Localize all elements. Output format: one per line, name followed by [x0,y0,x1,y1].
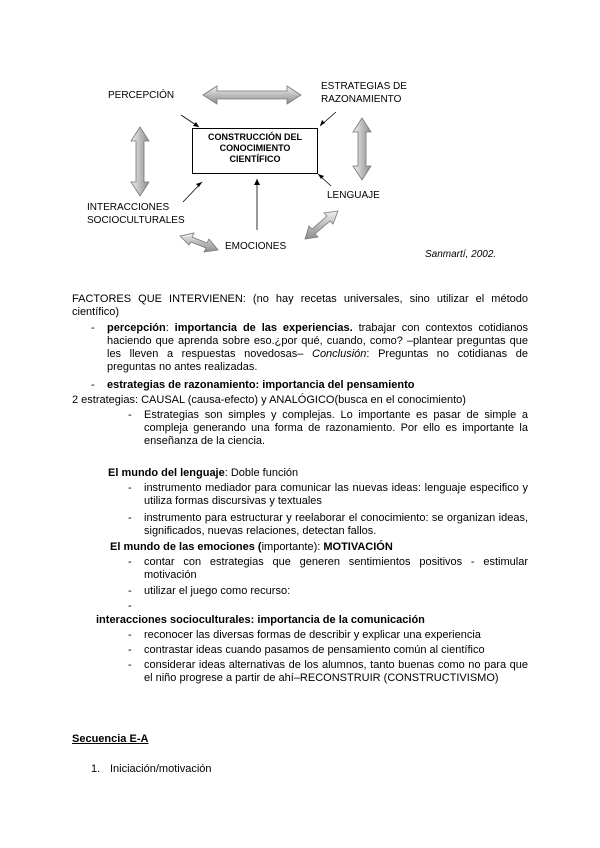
secuencia-item-number: 1. [91,763,101,775]
sub-dash: - [128,482,132,494]
node-lenguaje: LENGUAJE [327,190,380,201]
sub-dash: - [128,659,132,671]
node-interacciones-line1: INTERACCIONES [87,202,170,213]
sub-dash: - [128,512,132,524]
dos-estrategias: 2 estrategias: CAUSAL (causa-efecto) y ANALÓGICO(busca en el conocimiento) [72,394,466,406]
node-estrategias-line1: ESTRATEGIAS DE [321,81,407,92]
bullet-percepcion [107,322,528,374]
bullet-percepcion-text-a: trabajar con contextos cotidianos haciendo que aprenda sobre eso.¿por qué, cuando, como? –plantear preguntas que les lleven a respuestas novedosas– [107,322,528,360]
node-emociones: EMOCIONES [225,241,287,252]
double-arrow-percepcion-estrategias [203,86,301,104]
emociones-item: contar con estrategias que generen sentimientos positivos - estimular motivación [144,556,528,581]
bullet-estrategias: estrategias de razonamiento: importancia del pensamiento [107,379,415,391]
node-percepcion: PERCEPCIÓN [108,90,175,101]
lenguaje-heading-bold: El mundo del lenguaje [108,467,225,479]
node-center-line2: CONOCIMIENTO [219,143,291,153]
node-center-line1: CONSTRUCCIÓN DEL [208,132,302,142]
bullet-dash: - [91,379,95,391]
emociones-item: utilizar el juego como recurso: [144,585,291,597]
emociones-heading [110,541,393,554]
emociones-heading-mid: importante): [261,541,324,553]
lenguaje-item: instrumento mediador para comunicar las nuevas ideas: lenguaje especifico y utiliza formas discursivas y textuales [144,482,528,507]
node-estrategias-line2: RAZONAMIENTO [321,94,402,105]
double-arrow-percepcion-interacciones [131,127,149,196]
sub-dash: - [128,585,132,597]
interacciones-item: reconocer las diversas formas de describir y explicar una experiencia [144,629,481,641]
factores-intro: FACTORES QUE INTERVIENEN: (no hay recetas universales, sino utilizar el método científico) [72,293,528,318]
node-interacciones-line2: SOCIOCULTURALES [87,215,185,226]
sub-dash: - [128,600,132,612]
lenguaje-heading-rest: : Doble función [224,467,299,479]
node-center-box [192,128,318,174]
sub-dash: - [128,629,132,641]
double-arrow-interacciones-emociones [180,233,218,252]
sub-dash: - [128,409,132,421]
interacciones-item: considerar ideas alternativas de los alumnos, tanto buenas como no para que el niño progrese a partir de ahí–RECONSTRUIR (CONSTRUCTIVISMO) [144,659,528,684]
lenguaje-item: instrumento para estructurar y reelaborar el conocimiento: se organizan ideas, significados, nuevas relaciones, detectan fallos. [144,512,528,537]
double-arrow-emociones-lenguaje [305,211,338,239]
diagram-citation: Sanmartí, 2002. [425,249,497,260]
emociones-heading-motivacion: MOTIVACIÓN [323,541,393,553]
sub-dash: - [128,644,132,656]
bullet-percepcion-bold: importancia de las experiencias. [174,322,353,334]
bullet-dash: - [91,322,95,334]
secuencia-heading: Secuencia E-A [72,733,149,745]
interacciones-heading: interacciones socioculturales: importancia de la comunicación [96,614,425,626]
bullet-percepcion-italic: Conclusión [312,348,367,360]
interacciones-item: contrastar ideas cuando pasamos de pensamiento común al científico [144,644,485,656]
node-center-line3: CIENTÍFICO [229,154,281,164]
lenguaje-heading [108,467,298,480]
bullet-percepcion-label: percepción [107,322,166,334]
double-arrow-estrategias-lenguaje [353,118,371,180]
secuencia-item: Iniciación/motivación [110,763,212,775]
estrategias-detail: Estrategias son simples y complejas. Lo importante es pasar de simple a compleja generando una forma de razonamiento. Por ello es importante la enseñanza de la ciencia. [144,409,528,447]
sub-dash: - [128,556,132,568]
emociones-heading-bold: El mundo de las emociones ( [110,541,262,553]
bullet-percepcion-sep: : [165,322,175,334]
bullet-percepcion-text-b: : Preguntas no cotidianas de preguntas no antes realizadas. [107,348,528,373]
